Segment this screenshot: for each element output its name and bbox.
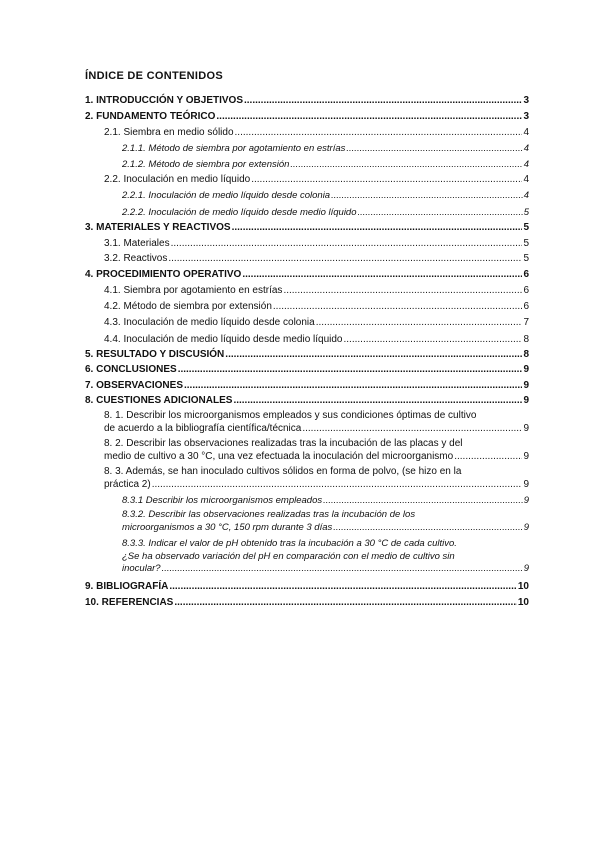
toc-entry[interactable] [85, 363, 529, 376]
toc-entry-label: 8.3.2. Describir las observaciones realizadas tras la incubación de los [122, 509, 416, 520]
toc-entry[interactable] [104, 237, 529, 250]
toc-entry-label: 2.1. Siembra en medio sólido [104, 127, 234, 138]
toc-entry-label: 8.3.1 Describir los microorganismos empleados [122, 495, 323, 506]
toc-entry-label: inocular? [122, 563, 161, 574]
dot-leader [346, 142, 522, 155]
dot-leader [333, 522, 522, 535]
toc-entry-label: 6. CONCLUSIONES [85, 364, 177, 375]
toc-entry-label: 8. 3. Además, se han inoculado cultivos sólidos en forma de polvo, (se hizo en la [104, 466, 462, 477]
toc-entry-page: 4 [523, 190, 529, 201]
toc-entry[interactable] [122, 538, 529, 576]
toc-entry[interactable] [122, 509, 529, 534]
toc-entry-label: 8. 1. Describir los microorganismos empleados y sus condiciones óptimas de cultivo [104, 410, 477, 421]
dot-leader [454, 450, 522, 463]
dot-leader [233, 394, 522, 407]
toc-entry-page: 5 [523, 207, 529, 218]
toc-entry-page: 9 [523, 479, 529, 490]
dot-leader [216, 110, 522, 123]
dot-leader [232, 221, 523, 234]
toc-entry-label: 2.1.1. Método de siembra por agotamiento en estrías [122, 143, 346, 154]
dot-leader [225, 348, 522, 361]
toc-entry[interactable] [122, 158, 529, 171]
toc-entry-page: 8 [523, 334, 529, 345]
toc-entry-page: 10 [517, 581, 529, 592]
dot-leader [162, 563, 523, 576]
toc-entry[interactable] [104, 465, 529, 491]
dot-leader [174, 596, 517, 609]
toc-entry[interactable] [85, 268, 529, 281]
toc-entry-label: 4.1. Siembra por agotamiento en estrías [104, 285, 283, 296]
toc-entry-label: 3. MATERIALES Y REACTIVOS [85, 222, 231, 233]
toc-entry[interactable] [85, 394, 529, 407]
toc-entry-page: 7 [523, 317, 529, 328]
toc-entry[interactable] [104, 437, 529, 463]
dot-leader [283, 284, 522, 297]
toc-entry-page: 9 [523, 380, 529, 391]
dot-leader [302, 422, 522, 435]
toc-entry-label: 8.3.3. Indicar el valor de pH obtenido tras la incubación a 30 °C de cada cultivo. [122, 538, 457, 549]
toc-entry-page: 4 [523, 143, 529, 154]
toc-entry-page: 5 [523, 222, 529, 233]
toc-entry-page: 4 [523, 159, 529, 170]
toc-entry-label: microorganismos a 30 °C, 150 rpm durante 3 días [122, 521, 333, 533]
toc-entry[interactable] [85, 221, 529, 234]
toc-entry[interactable] [85, 580, 529, 593]
toc-entry-label: 8. 2. Describir las observaciones realizadas tras la incubación de las placas y del [104, 438, 463, 449]
toc-entry-page: 3 [523, 95, 529, 106]
toc-entry[interactable] [104, 284, 529, 297]
toc-entry[interactable] [104, 300, 529, 313]
toc-title: ÍNDICE DE CONTENIDOS [85, 70, 224, 82]
toc-entry-page: 3 [523, 111, 529, 122]
toc-entry[interactable] [122, 494, 529, 507]
toc-entry-page: 9 [523, 563, 529, 574]
toc-entry-page: 9 [523, 423, 529, 434]
toc-entry-label: 2.2.2. Inoculación de medio líquido desde medio líquido [122, 207, 357, 218]
toc-entry-label: práctica 2) [104, 479, 151, 490]
toc-entry-page: 9 [523, 495, 529, 506]
toc-entry-label: 2. FUNDAMENTO TEÓRICO [85, 111, 216, 122]
dot-leader [184, 379, 522, 392]
dot-leader [244, 94, 522, 107]
toc-entry-page: 8 [523, 349, 529, 360]
toc-entry[interactable] [85, 379, 529, 392]
toc-entry-page: 9 [523, 395, 529, 406]
toc-entry-page: 9 [523, 451, 529, 462]
toc-entry-page: 6 [523, 285, 529, 296]
toc-entry-label: 10. REFERENCIAS [85, 597, 174, 608]
dot-leader [316, 316, 523, 329]
dot-leader [242, 268, 522, 281]
toc-entry-label: 2.2. Inoculación en medio líquido [104, 174, 251, 185]
toc-entry-page: 6 [523, 301, 529, 312]
toc-entry-label: medio de cultivo a 30 °C, una vez efectuada la inoculación del microorganismo [104, 451, 454, 462]
toc-entry-label: 2.2.1. Inoculación de medio líquido desde colonia [122, 190, 331, 201]
toc-entry-page: 5 [523, 253, 529, 264]
dot-leader [290, 158, 522, 171]
toc-entry[interactable] [85, 94, 529, 107]
dot-leader [168, 252, 522, 265]
toc-entry-label: 2.1.2. Método de siembra por extensión [122, 159, 290, 170]
toc-entry-page: 6 [523, 269, 529, 280]
dot-leader [331, 189, 523, 202]
dot-leader [251, 173, 522, 186]
toc-entry-label: 3.2. Reactivos [104, 253, 168, 264]
toc-entry[interactable] [85, 110, 529, 123]
toc-entry-page: 10 [517, 597, 529, 608]
toc-entry-page: 5 [523, 238, 529, 249]
dot-leader [178, 363, 523, 376]
dot-leader [358, 206, 523, 219]
toc-entry-label: 9. BIBLIOGRAFÍA [85, 581, 169, 592]
toc-entry[interactable] [85, 348, 529, 361]
dot-leader [323, 494, 523, 507]
toc-entry-label: de acuerdo a la bibliografía científica/técnica [104, 423, 302, 434]
toc-entry[interactable] [122, 206, 529, 219]
toc-entry-label: 7. OBSERVACIONES [85, 380, 183, 391]
toc-entry-label: 3.1. Materiales [104, 238, 170, 249]
toc-entry[interactable] [104, 252, 529, 265]
dot-leader [152, 478, 523, 491]
toc-entry[interactable] [104, 173, 529, 186]
dot-leader [171, 237, 523, 250]
toc-entry-label: 4.2. Método de siembra por extensión [104, 301, 272, 312]
toc-entry-label: ¿Se ha observado variación del pH en comparación con el medio de cultivo sin [122, 550, 455, 562]
toc-entry-label: 5. RESULTADO Y DISCUSIÓN [85, 349, 225, 360]
toc-entry[interactable] [122, 142, 529, 155]
dot-leader [169, 580, 517, 593]
toc-entry[interactable] [122, 189, 529, 202]
toc-entry-page: 9 [523, 364, 529, 375]
toc-entry-label: 1. INTRODUCCIÓN Y OBJETIVOS [85, 95, 243, 106]
dot-leader [273, 300, 523, 313]
toc-entry-page: 4 [523, 127, 529, 138]
toc-entry[interactable] [104, 409, 529, 435]
toc-entry-page: 9 [523, 521, 529, 533]
toc-entry[interactable] [104, 333, 529, 346]
toc-entry-label: 4.3. Inoculación de medio líquido desde colonia [104, 317, 315, 328]
toc-entry-page: 4 [523, 174, 529, 185]
toc-entry-label: 4.4. Inoculación de medio líquido desde medio líquido [104, 334, 343, 345]
toc-entry[interactable] [104, 126, 529, 139]
dot-leader [235, 126, 523, 139]
toc-entry[interactable] [85, 596, 529, 609]
toc-entry-label: 4. PROCEDIMIENTO OPERATIVO [85, 269, 242, 280]
dot-leader [344, 333, 523, 346]
toc-entry-label: 8. CUESTIONES ADICIONALES [85, 395, 233, 406]
toc-entry[interactable] [104, 316, 529, 329]
